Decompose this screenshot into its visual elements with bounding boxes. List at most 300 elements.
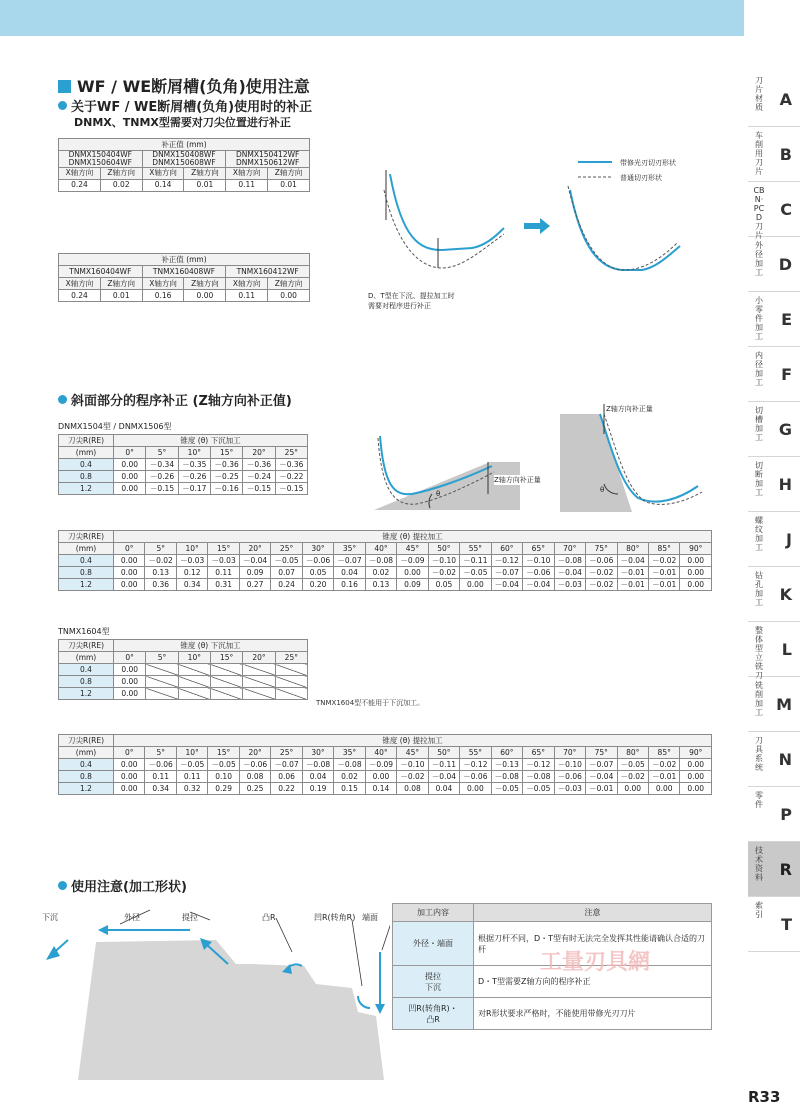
value-cell: 0.01 xyxy=(184,179,226,191)
na-cell xyxy=(275,676,307,688)
model-header: TNMX160404WF xyxy=(59,266,143,278)
table-row xyxy=(59,435,308,447)
angle-header: 85° xyxy=(648,543,679,555)
angle-header: 15° xyxy=(208,543,239,555)
value-cell: －0.06 xyxy=(523,567,554,579)
tnmx-up-table xyxy=(58,734,712,795)
value-cell: －0.03 xyxy=(176,555,207,567)
angle-header: 35° xyxy=(334,543,365,555)
angle-header: 30° xyxy=(302,543,333,555)
angle-header: 40° xyxy=(365,543,396,555)
value-cell: 0.29 xyxy=(208,783,239,795)
angle-header: 30° xyxy=(302,747,333,759)
model-name: DNMX150608WF xyxy=(152,157,216,167)
value-cell: 0.04 xyxy=(302,771,333,783)
index-tab-text: 整体型立铣刀 xyxy=(755,626,763,680)
value-cell: －0.11 xyxy=(460,555,491,567)
index-tab-k[interactable] xyxy=(748,567,800,622)
value-cell: 0.08 xyxy=(239,771,270,783)
index-tab-n[interactable] xyxy=(748,732,800,787)
tnmx-model-label: TNMX1604型 xyxy=(58,627,110,636)
value-cell: －0.01 xyxy=(617,567,648,579)
taper-caption: 锥度 (θ) 下沉加工 xyxy=(114,640,308,652)
value-cell: －0.02 xyxy=(586,567,617,579)
angle-header: 90° xyxy=(680,543,712,555)
value-cell: －0.26 xyxy=(178,471,210,483)
index-tab-c[interactable] xyxy=(748,182,800,240)
standard-edge-curve xyxy=(384,190,504,268)
notes-row-key: 凹R(转角R)・ 凸R xyxy=(393,998,474,1030)
value-cell: 0.02 xyxy=(365,567,396,579)
re-header: 刀尖R(RE) xyxy=(59,531,114,543)
index-tab-letter: D xyxy=(778,255,792,274)
table-row xyxy=(59,139,310,151)
value-cell: 0.00 xyxy=(114,471,146,483)
na-cell xyxy=(275,664,307,676)
od-arrow-head-icon xyxy=(98,925,108,935)
value-cell: 0.00 xyxy=(365,771,396,783)
section1-subheading: DNMX、TNMX型需要对刀尖位置进行补正 xyxy=(74,116,291,129)
index-tab-f[interactable] xyxy=(748,347,800,402)
radius-cell: 1.2 xyxy=(59,688,114,700)
index-tab-letter: A xyxy=(779,90,792,109)
value-cell: 0.00 xyxy=(460,783,491,795)
face-arrow-head-icon xyxy=(375,1004,385,1014)
table-row xyxy=(59,254,310,266)
angle-header: 35° xyxy=(334,747,365,759)
na-cell xyxy=(146,688,178,700)
axis-header: Z轴方向 xyxy=(100,278,142,290)
value-cell: 0.16 xyxy=(142,290,184,302)
table-row xyxy=(59,483,308,495)
value-cell: 0.00 xyxy=(648,783,679,795)
value-cell: 0.00 xyxy=(184,290,226,302)
value-cell: 0.24 xyxy=(271,579,302,591)
angle-header: 10° xyxy=(178,447,210,459)
value-cell: 0.34 xyxy=(176,579,207,591)
angle-header: 55° xyxy=(460,747,491,759)
axis-header: X轴方向 xyxy=(59,167,101,179)
index-tab-j[interactable] xyxy=(748,512,800,567)
value-cell: －0.15 xyxy=(146,483,178,495)
value-cell: －0.07 xyxy=(271,759,302,771)
value-cell: 0.09 xyxy=(397,579,428,591)
model-name: DNMX150404WF xyxy=(68,150,132,159)
label-pull: 提拉 xyxy=(182,913,198,922)
value-cell: 0.32 xyxy=(176,783,207,795)
index-tab-letter: L xyxy=(781,640,792,659)
value-cell: 0.00 xyxy=(114,676,146,688)
value-cell: －0.04 xyxy=(491,579,522,591)
table-row xyxy=(59,167,310,179)
re-header: 刀尖R(RE) xyxy=(59,735,114,747)
notes-row-key: 提拉 下沉 xyxy=(393,966,474,998)
label-face: 端面 xyxy=(362,913,378,922)
radius-cell: 0.4 xyxy=(59,664,114,676)
legend-solid-label: 带修光刃切刃形状 xyxy=(620,159,676,167)
workpiece-profile xyxy=(78,940,384,1080)
taper-caption: 锥度 (θ) 提拉加工 xyxy=(114,531,712,543)
radius-cell: 0.8 xyxy=(59,676,114,688)
value-cell: 0.13 xyxy=(365,579,396,591)
value-cell: －0.08 xyxy=(491,771,522,783)
index-tab-letter: F xyxy=(781,365,792,384)
angle-header: 20° xyxy=(243,447,275,459)
axis-header: Z轴方向 xyxy=(100,167,142,179)
index-tab-h[interactable] xyxy=(748,457,800,512)
angle-header: 65° xyxy=(523,543,554,555)
notes-row-value: D・T型需要Z轴方向的程序补正 xyxy=(474,966,712,998)
value-cell: 0.05 xyxy=(302,567,333,579)
value-cell: 0.14 xyxy=(142,179,184,191)
title-square-icon xyxy=(58,80,71,93)
value-cell: 0.22 xyxy=(271,783,302,795)
model-header: TNMX160408WF xyxy=(142,266,226,278)
workpiece-shape-figure xyxy=(40,900,390,1080)
index-tab-text: CBN·PCD刀片 xyxy=(753,186,765,240)
value-cell: －0.01 xyxy=(648,567,679,579)
angle-header: 65° xyxy=(523,747,554,759)
slope-up-figure xyxy=(560,404,710,516)
notes-row-key: 外径・端面 xyxy=(393,922,474,966)
value-cell: －0.09 xyxy=(397,555,428,567)
value-cell: 0.00 xyxy=(680,555,712,567)
na-cell xyxy=(146,664,178,676)
angle-header: 50° xyxy=(428,747,459,759)
model-name: DNMX150408WF xyxy=(152,150,216,159)
angle-header: 10° xyxy=(176,747,207,759)
value-cell: 0.27 xyxy=(239,579,270,591)
index-tab-text: 外径加工 xyxy=(755,241,763,277)
na-cell xyxy=(210,664,242,676)
index-tab-text: 内径加工 xyxy=(755,351,763,387)
value-cell: 0.11 xyxy=(226,179,268,191)
value-cell: －0.10 xyxy=(397,759,428,771)
value-cell: －0.02 xyxy=(145,555,176,567)
table-row xyxy=(59,567,712,579)
value-cell: 0.00 xyxy=(680,579,712,591)
table-row xyxy=(59,676,308,688)
table-row xyxy=(59,179,310,191)
value-cell: －0.10 xyxy=(554,759,585,771)
value-cell: 0.14 xyxy=(365,783,396,795)
theta-label-1: θ xyxy=(436,490,441,498)
angle-header: 15° xyxy=(210,652,242,664)
table-row xyxy=(59,735,712,747)
notes-row-value: 对R形状要求严格时，不能使用带修光刃刀片 xyxy=(474,998,712,1030)
index-tab-r[interactable] xyxy=(748,842,800,897)
value-cell: －0.07 xyxy=(334,555,365,567)
model-header xyxy=(226,151,310,168)
value-cell: －0.03 xyxy=(554,579,585,591)
label-od: 外径 xyxy=(124,913,140,922)
angle-header: 25° xyxy=(275,447,307,459)
value-cell: －0.36 xyxy=(210,459,242,471)
radius-cell: 0.8 xyxy=(59,771,114,783)
angle-header: 45° xyxy=(397,543,428,555)
value-cell: －0.06 xyxy=(302,555,333,567)
index-tab-d[interactable] xyxy=(748,237,800,292)
value-cell: 0.00 xyxy=(397,567,428,579)
angle-header: 45° xyxy=(397,747,428,759)
re-header: 刀尖R(RE) xyxy=(59,435,114,447)
wiper-edge-curve-shifted xyxy=(570,190,680,270)
legend-dashed-label: 普通切刃形状 xyxy=(620,174,662,182)
dnmx-model-label: DNMX1504型 / DNMX1506型 xyxy=(58,422,172,431)
value-cell: 0.00 xyxy=(617,783,648,795)
leader-line xyxy=(382,920,390,950)
value-cell: 0.11 xyxy=(176,771,207,783)
value-cell: 0.00 xyxy=(114,579,145,591)
index-tab-letter: H xyxy=(778,475,792,494)
slope-down-figure xyxy=(372,424,522,516)
bullet-icon xyxy=(58,395,67,404)
na-cell xyxy=(146,676,178,688)
index-tab-m[interactable] xyxy=(748,677,800,732)
value-cell: 0.02 xyxy=(100,179,142,191)
angle-header: 80° xyxy=(617,543,648,555)
value-cell: －0.22 xyxy=(275,471,307,483)
index-tab-letter: R xyxy=(779,860,792,879)
index-tab-text: 小零件加工 xyxy=(755,296,763,341)
index-tab-letter: G xyxy=(778,420,792,439)
angle-header: 25° xyxy=(271,543,302,555)
label-concave-r: 凹R(转角R) xyxy=(314,913,356,922)
re-header-unit: (mm) xyxy=(59,652,114,664)
table-row xyxy=(59,759,712,771)
index-tab-letter: M xyxy=(776,695,792,714)
radius-cell: 0.8 xyxy=(59,471,114,483)
angle-header: 20° xyxy=(243,652,275,664)
value-cell: －0.36 xyxy=(275,459,307,471)
table-row xyxy=(59,555,712,567)
value-cell: 0.31 xyxy=(208,579,239,591)
value-cell: －0.04 xyxy=(554,567,585,579)
value-cell: －0.05 xyxy=(460,567,491,579)
notes-row-value: 根据刀杆不同，D・T型有时无法完全发挥其性能请确认合适的刀杆 xyxy=(474,922,712,966)
value-cell: 0.01 xyxy=(100,290,142,302)
page-title: WF / WE断屑槽(负角)使用注意 xyxy=(58,74,310,97)
index-tab-t[interactable] xyxy=(748,897,800,952)
figure-note-line2: 需要对程序进行补正 xyxy=(368,302,431,310)
page-number: R33 xyxy=(748,1088,781,1106)
label-convex-r: 凸R xyxy=(262,913,276,922)
na-cell xyxy=(178,664,210,676)
value-cell: －0.08 xyxy=(302,759,333,771)
value-cell: －0.03 xyxy=(208,555,239,567)
value-cell: －0.04 xyxy=(586,771,617,783)
value-cell: －0.06 xyxy=(145,759,176,771)
bullet-icon xyxy=(58,101,67,110)
angle-header: 5° xyxy=(145,747,176,759)
re-header-unit: (mm) xyxy=(59,447,114,459)
model-name: DNMX150612WF xyxy=(235,157,300,167)
axis-header: Z轴方向 xyxy=(268,167,310,179)
value-cell: －0.11 xyxy=(428,759,459,771)
value-cell: 0.00 xyxy=(114,483,146,495)
value-cell: 0.12 xyxy=(176,567,207,579)
value-cell: －0.08 xyxy=(365,555,396,567)
value-cell: 0.24 xyxy=(59,290,101,302)
value-cell: －0.04 xyxy=(617,555,648,567)
table-row xyxy=(59,266,310,278)
value-cell: 0.02 xyxy=(334,771,365,783)
index-tab-letter: E xyxy=(781,310,792,329)
index-tab-letter: C xyxy=(780,200,792,219)
table-row xyxy=(59,459,308,471)
index-tab-text: 钻孔加工 xyxy=(755,571,763,607)
value-cell: －0.15 xyxy=(275,483,307,495)
z-comp-label-1: Z轴方向补正量 xyxy=(494,476,541,484)
standard-edge-curve-shifted xyxy=(568,186,678,270)
table-row xyxy=(59,688,308,700)
value-cell: －0.05 xyxy=(617,759,648,771)
leader-line xyxy=(276,918,292,952)
index-tab-p[interactable] xyxy=(748,787,800,842)
value-cell: －0.06 xyxy=(460,771,491,783)
value-cell: 0.00 xyxy=(114,783,145,795)
dnmx-down-table xyxy=(58,434,308,495)
index-tab-text: 索引 xyxy=(755,901,763,919)
index-tab-letter: J xyxy=(786,530,792,549)
index-tab-text: 刀片材质 xyxy=(755,76,763,112)
axis-header: Z轴方向 xyxy=(184,167,226,179)
angle-header: 50° xyxy=(428,543,459,555)
value-cell: 0.00 xyxy=(680,759,712,771)
angle-header: 15° xyxy=(210,447,242,459)
table-row xyxy=(59,579,712,591)
model-header xyxy=(59,151,143,168)
value-cell: －0.05 xyxy=(523,783,554,795)
label-plunge: 下沉 xyxy=(42,913,58,922)
angle-header: 15° xyxy=(208,747,239,759)
value-cell: －0.10 xyxy=(523,555,554,567)
wiper-edge-curve xyxy=(390,174,504,250)
angle-header: 0° xyxy=(114,543,145,555)
radius-cell: 0.8 xyxy=(59,567,114,579)
compensation-table-dnmx xyxy=(58,138,310,192)
table-row xyxy=(59,471,308,483)
model-header xyxy=(142,151,226,168)
angle-header: 85° xyxy=(648,747,679,759)
value-cell: －0.36 xyxy=(243,459,275,471)
angle-header: 25° xyxy=(271,747,302,759)
angle-header: 5° xyxy=(146,447,178,459)
value-cell: －0.06 xyxy=(554,771,585,783)
radius-cell: 1.2 xyxy=(59,783,114,795)
value-cell: －0.04 xyxy=(523,579,554,591)
section1-heading: 关于WF / WE断屑槽(负角)使用时的补正 xyxy=(58,96,312,115)
angle-header: 5° xyxy=(145,543,176,555)
value-cell: －0.09 xyxy=(365,759,396,771)
concave-r-arrow xyxy=(358,996,370,1008)
value-cell: －0.04 xyxy=(239,555,270,567)
value-cell: 0.00 xyxy=(268,290,310,302)
top-banner xyxy=(0,0,744,36)
dnmx-up-table xyxy=(58,530,712,591)
value-cell: 0.00 xyxy=(114,688,146,700)
value-cell: －0.13 xyxy=(491,759,522,771)
table-caption: 补正值 (mm) xyxy=(59,139,310,151)
bullet-icon xyxy=(58,881,67,890)
table-row xyxy=(59,664,308,676)
value-cell: －0.06 xyxy=(239,759,270,771)
watermark: 工量刃具網 xyxy=(540,950,651,975)
table-row xyxy=(59,652,308,664)
axis-header: X轴方向 xyxy=(226,278,268,290)
value-cell: 0.00 xyxy=(114,664,146,676)
angle-header: 80° xyxy=(617,747,648,759)
value-cell: 0.00 xyxy=(114,555,145,567)
value-cell: －0.35 xyxy=(178,459,210,471)
angle-header: 90° xyxy=(680,747,712,759)
axis-header: X轴方向 xyxy=(142,167,184,179)
value-cell: 0.24 xyxy=(59,179,101,191)
radius-cell: 0.4 xyxy=(59,555,114,567)
radius-cell: 1.2 xyxy=(59,483,114,495)
value-cell: 0.11 xyxy=(208,567,239,579)
value-cell: －0.06 xyxy=(586,555,617,567)
value-cell: 0.11 xyxy=(226,290,268,302)
index-tab-letter: T xyxy=(781,915,792,934)
workpiece-slope xyxy=(374,462,520,510)
table-row xyxy=(59,531,712,543)
angle-header: 0° xyxy=(114,652,146,664)
index-tab-b[interactable] xyxy=(748,127,800,182)
right-arrow-head-icon xyxy=(540,218,550,234)
index-tab-text: 铣削加工 xyxy=(755,681,763,717)
value-cell: －0.07 xyxy=(491,567,522,579)
angle-header: 75° xyxy=(586,747,617,759)
value-cell: －0.10 xyxy=(428,555,459,567)
taper-caption: 锥度 (θ) 提拉加工 xyxy=(114,735,712,747)
index-tab-a[interactable] xyxy=(748,72,800,127)
value-cell: －0.05 xyxy=(176,759,207,771)
table-row xyxy=(59,640,308,652)
angle-header: 10° xyxy=(178,652,210,664)
index-tab-l[interactable] xyxy=(748,622,800,680)
value-cell: －0.12 xyxy=(523,759,554,771)
radius-cell: 0.4 xyxy=(59,759,114,771)
table-row xyxy=(59,543,712,555)
value-cell: 0.09 xyxy=(239,567,270,579)
na-cell xyxy=(178,676,210,688)
index-tab-e[interactable] xyxy=(748,292,800,347)
value-cell: 0.01 xyxy=(268,179,310,191)
table-row xyxy=(59,771,712,783)
radius-cell: 1.2 xyxy=(59,579,114,591)
value-cell: 0.04 xyxy=(428,783,459,795)
model-name: DNMX150412WF xyxy=(235,150,300,159)
notes-head-caution: 注意 xyxy=(474,904,712,922)
value-cell: －0.03 xyxy=(554,783,585,795)
value-cell: 0.00 xyxy=(114,771,145,783)
index-tab-g[interactable] xyxy=(748,402,800,457)
index-tab-text: 刀具系统 xyxy=(755,736,763,772)
angle-header: 70° xyxy=(554,747,585,759)
value-cell: －0.02 xyxy=(428,567,459,579)
z-comp-label-2: Z轴方向补正量 xyxy=(606,405,653,413)
value-cell: －0.04 xyxy=(428,771,459,783)
value-cell: 0.00 xyxy=(460,579,491,591)
value-cell: 0.00 xyxy=(114,567,145,579)
value-cell: 0.34 xyxy=(145,783,176,795)
index-tab-text: 零件 xyxy=(755,791,763,809)
value-cell: 0.08 xyxy=(397,783,428,795)
model-header: TNMX160412WF xyxy=(226,266,310,278)
value-cell: －0.25 xyxy=(210,471,242,483)
table-caption: 补正值 (mm) xyxy=(59,254,310,266)
